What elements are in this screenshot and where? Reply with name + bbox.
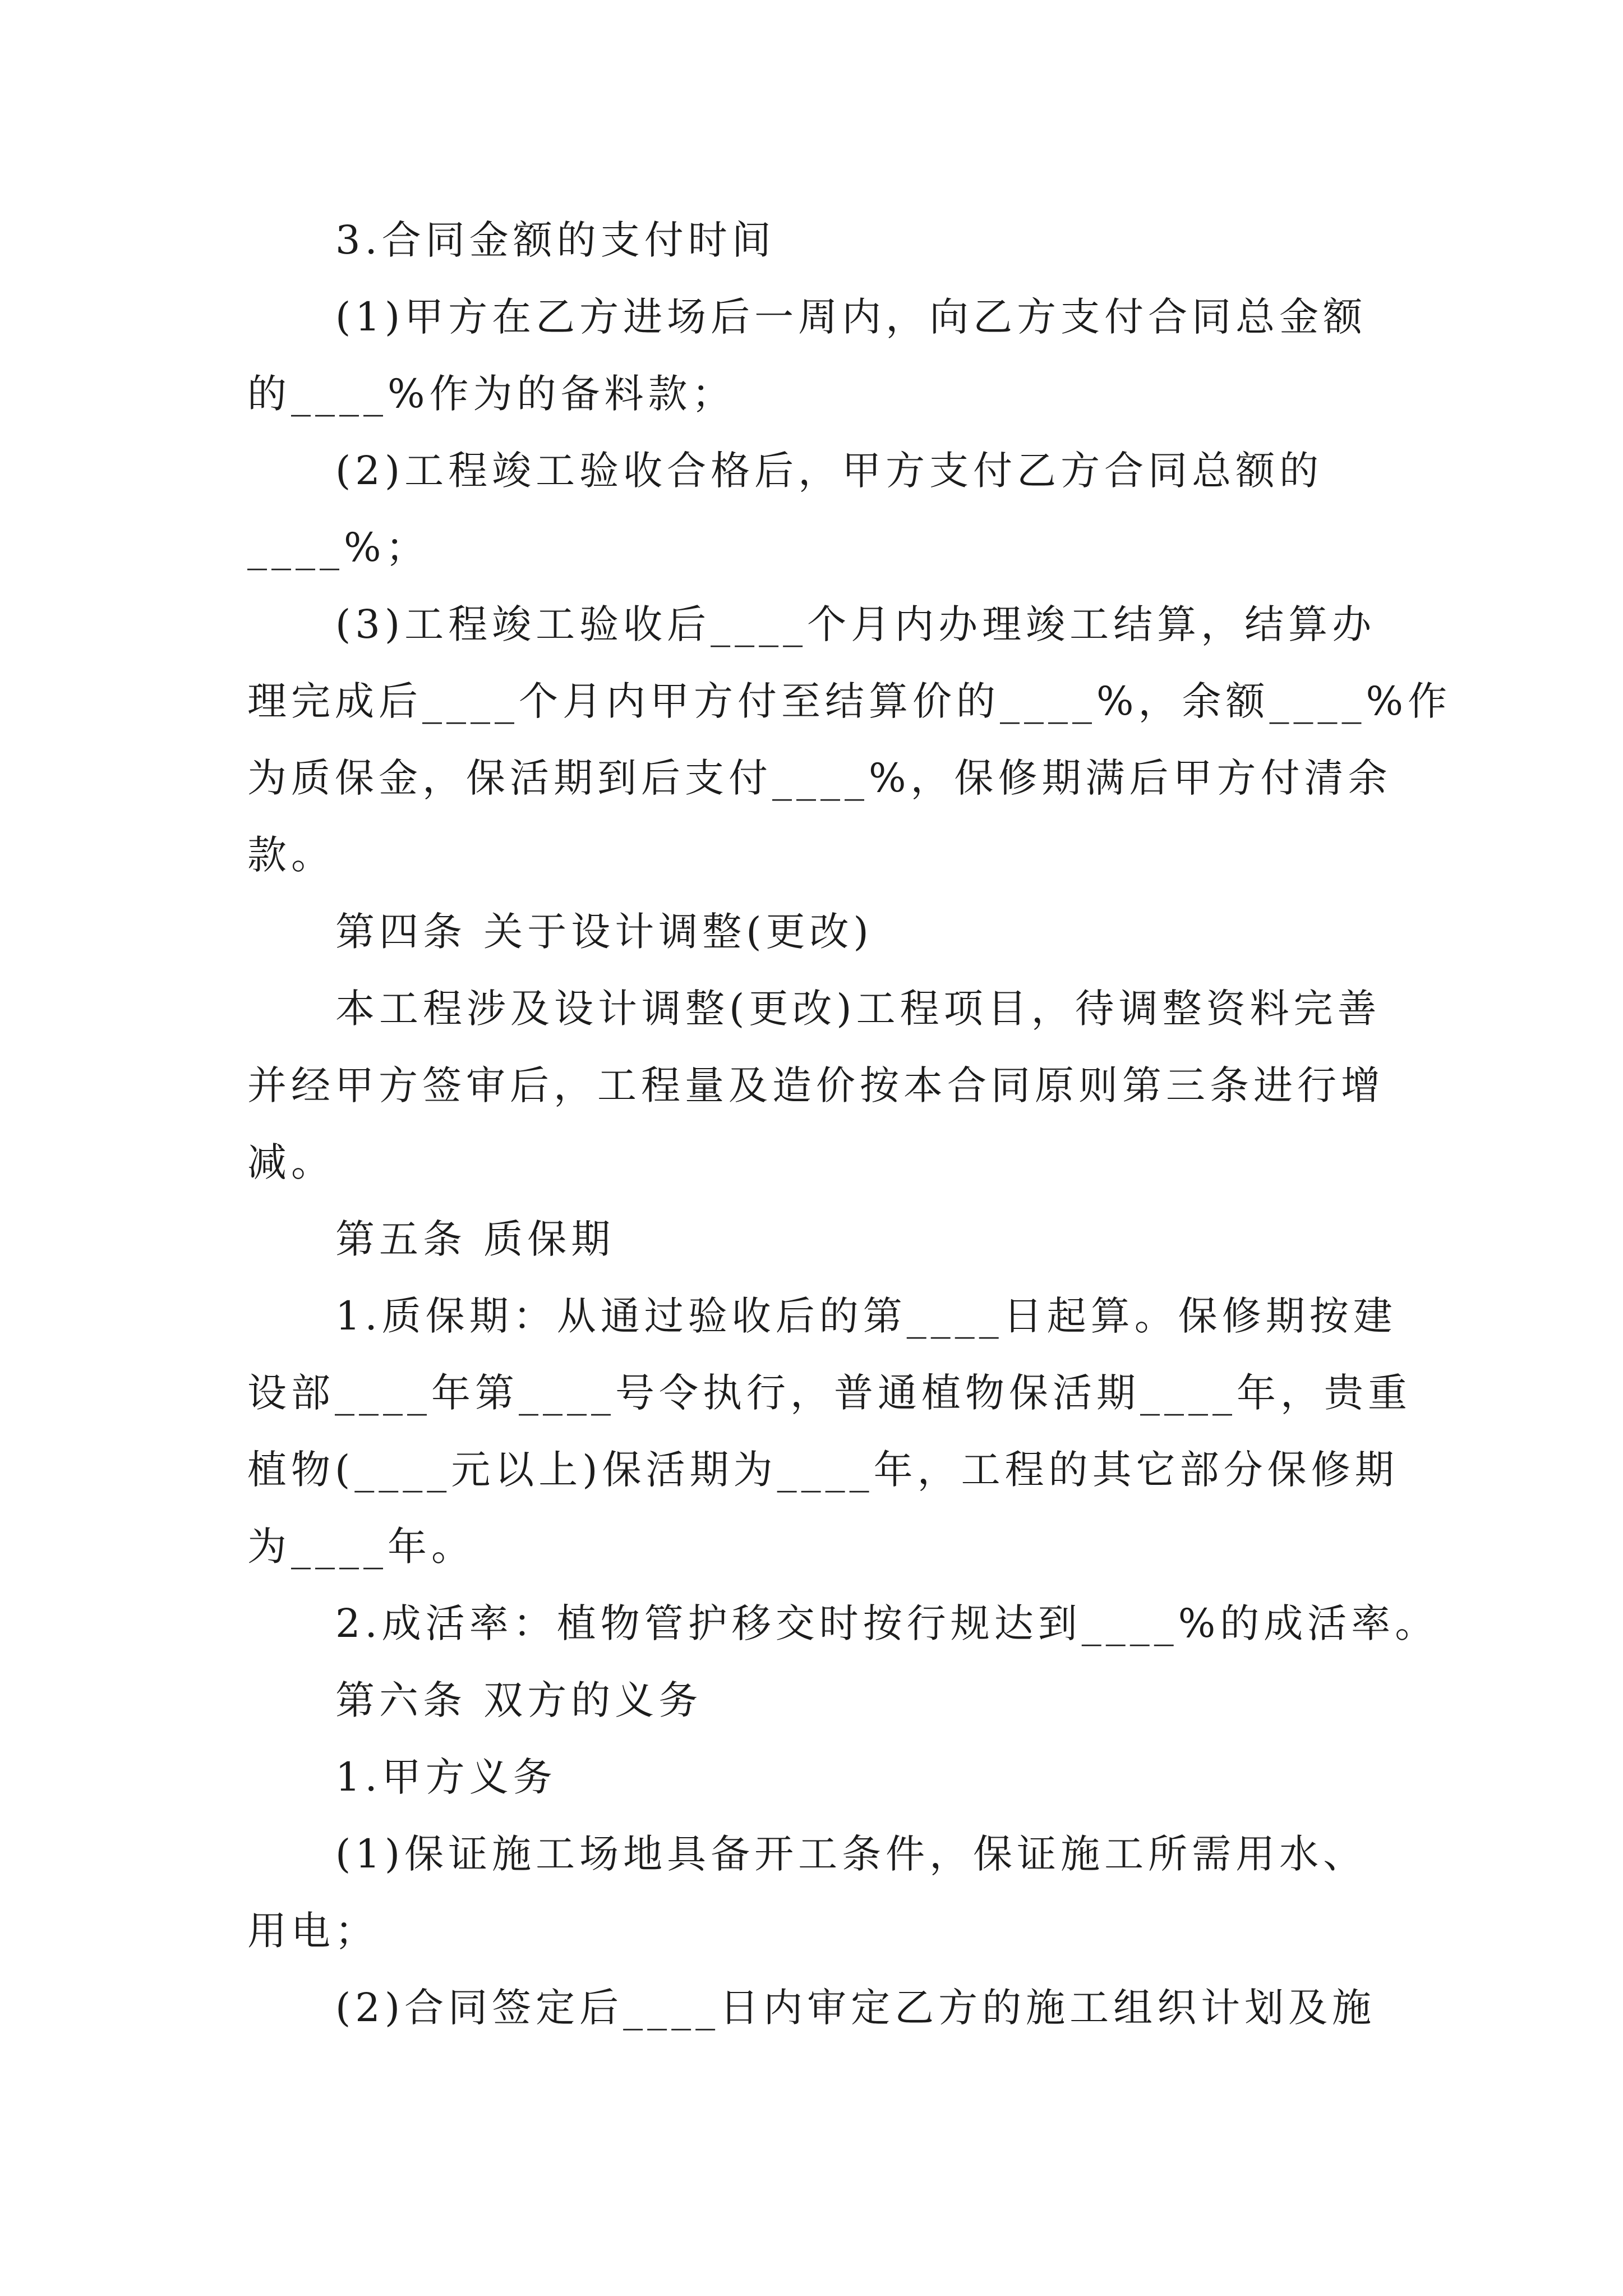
paragraph (247, 279, 1537, 432)
document-body (247, 202, 1537, 2046)
text-line: 第五条 质保期 (335, 1216, 615, 1262)
paragraph (247, 1970, 1537, 2046)
text-line: (1)甲方在乙方进场后一周内，向乙方支付合同总金额 (335, 294, 1367, 340)
text-line: 用电； (247, 1908, 379, 1954)
paragraph (247, 1816, 1537, 1970)
text-line: 1.甲方义务 (335, 1754, 557, 1800)
text-line: 3.合同金额的支付时间 (335, 217, 776, 263)
paragraph (247, 586, 1537, 894)
subsection-heading (247, 202, 1537, 279)
paragraph (247, 432, 1537, 586)
section-heading (247, 894, 1537, 970)
text-line: 第六条 双方的义务 (335, 1677, 703, 1723)
text-line: 第四条 关于设计调整(更改) (335, 909, 873, 955)
text-line: ____%； (247, 524, 430, 570)
subsection-heading (247, 1739, 1537, 1816)
text-line: (2)工程竣工验收合格后，甲方支付乙方合同总额的 (335, 448, 1324, 494)
text-line: 并经甲方签审后，工程量及造价按本合同原则第三条进行增 (247, 1062, 1385, 1108)
paragraph (247, 1585, 1537, 1662)
paragraph (247, 970, 1537, 1201)
text-line: (2)合同签定后____日内审定乙方的施工组织计划及施 (335, 1985, 1376, 2031)
section-heading (247, 1662, 1537, 1739)
paragraph (247, 1278, 1537, 1585)
text-line: 为____年。 (247, 1524, 475, 1570)
section-heading (247, 1201, 1537, 1278)
text-line: 植物(____元以上)保活期为____年，工程的其它部分保修期 (247, 1447, 1399, 1493)
text-line: (1)保证施工场地具备开工条件，保证施工所需用水、 (335, 1831, 1367, 1877)
text-line: (3)工程竣工验收后____个月内办理竣工结算，结算办 (335, 601, 1376, 647)
text-line: 1.质保期：从通过验收后的第____日起算。保修期按建 (335, 1293, 1397, 1339)
text-line: 的____%作为的备料款； (247, 371, 736, 417)
text-line: 设部____年第____号令执行，普通植物保活期____年，贵重 (247, 1370, 1412, 1416)
text-line: 2.成活率：植物管护移交时按行规达到____%的成活率。 (335, 1600, 1439, 1646)
text-line: 减。 (247, 1139, 335, 1185)
text-line: 本工程涉及设计调整(更改)工程项目，待调整资料完善 (335, 986, 1381, 1032)
text-line: 为质保金，保活期到后支付____%，保修期满后甲方付清余 (247, 755, 1392, 801)
text-line: 理完成后____个月内甲方付至结算价的____%，余额____%作 (247, 678, 1452, 724)
text-line: 款。 (247, 832, 335, 878)
